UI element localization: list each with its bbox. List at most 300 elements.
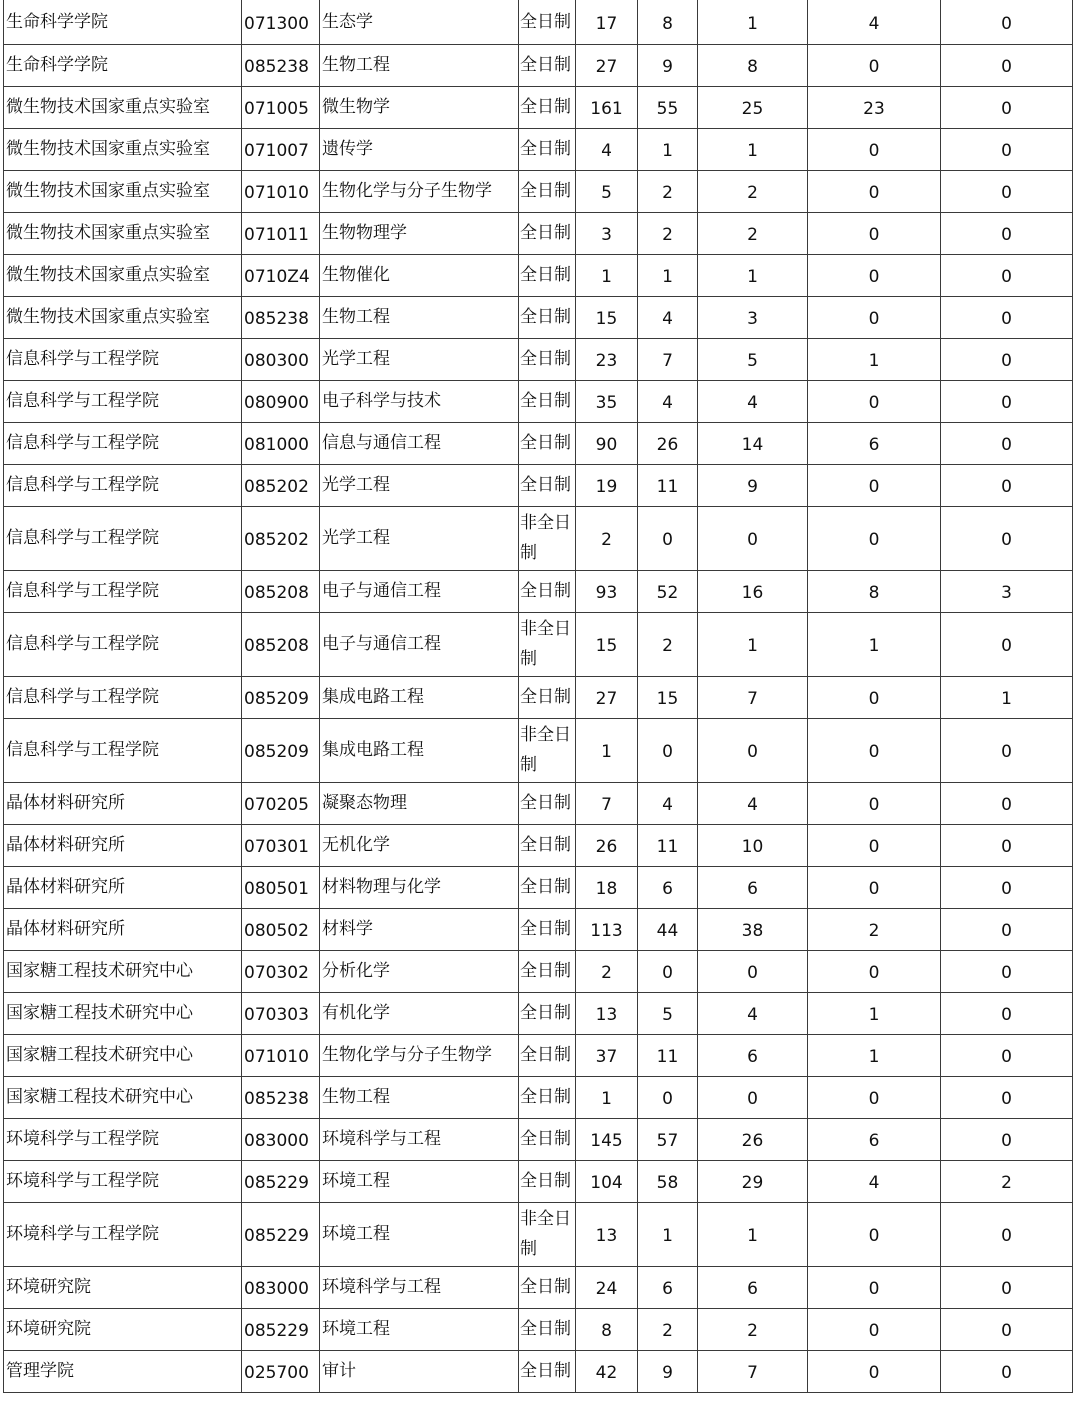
unit-cell: 晶体材料研究所 (4, 908, 242, 950)
study-mode-cell: 全日制 (519, 464, 576, 506)
unit-cell: 生命科学学院 (4, 0, 242, 44)
study-mode-cell: 全日制 (519, 782, 576, 824)
count-cell-1: 1 (576, 254, 638, 296)
unit-cell: 晶体材料研究所 (4, 866, 242, 908)
table-row (4, 1350, 1073, 1392)
code-cell: 071010 (242, 1034, 320, 1076)
count-cell-4: 0 (808, 170, 941, 212)
count-cell-5: 0 (941, 422, 1073, 464)
count-cell-4: 23 (808, 86, 941, 128)
count-cell-3: 0 (698, 718, 808, 782)
count-cell-3: 25 (698, 86, 808, 128)
count-cell-2: 15 (638, 676, 698, 718)
code-cell: 071007 (242, 128, 320, 170)
major-cell: 电子科学与技术 (320, 380, 519, 422)
count-cell-2: 9 (638, 1350, 698, 1392)
table-row (4, 1034, 1073, 1076)
count-cell-2: 1 (638, 254, 698, 296)
count-cell-2: 2 (638, 212, 698, 254)
code-cell: 085208 (242, 612, 320, 676)
major-cell: 微生物学 (320, 86, 519, 128)
code-cell: 085229 (242, 1308, 320, 1350)
count-cell-5: 0 (941, 44, 1073, 86)
study-mode-cell: 全日制 (519, 254, 576, 296)
unit-cell: 微生物技术国家重点实验室 (4, 296, 242, 338)
code-cell: 070302 (242, 950, 320, 992)
count-cell-1: 90 (576, 422, 638, 464)
count-cell-1: 7 (576, 782, 638, 824)
count-cell-5: 3 (941, 570, 1073, 612)
count-cell-2: 58 (638, 1160, 698, 1202)
count-cell-4: 0 (808, 866, 941, 908)
code-cell: 081000 (242, 422, 320, 464)
count-cell-2: 52 (638, 570, 698, 612)
major-cell: 生物工程 (320, 44, 519, 86)
count-cell-3: 1 (698, 128, 808, 170)
unit-cell: 信息科学与工程学院 (4, 612, 242, 676)
table-row (4, 612, 1073, 676)
count-cell-5: 0 (941, 212, 1073, 254)
count-cell-5: 0 (941, 464, 1073, 506)
count-cell-2: 57 (638, 1118, 698, 1160)
unit-cell: 环境研究院 (4, 1308, 242, 1350)
count-cell-3: 3 (698, 296, 808, 338)
study-mode-cell: 全日制 (519, 1160, 576, 1202)
table-row (4, 718, 1073, 782)
count-cell-1: 93 (576, 570, 638, 612)
major-cell: 遗传学 (320, 128, 519, 170)
count-cell-1: 13 (576, 1202, 638, 1266)
count-cell-3: 4 (698, 380, 808, 422)
major-cell: 光学工程 (320, 464, 519, 506)
unit-cell: 国家糖工程技术研究中心 (4, 1034, 242, 1076)
code-cell: 025700 (242, 1350, 320, 1392)
count-cell-3: 9 (698, 464, 808, 506)
count-cell-2: 11 (638, 824, 698, 866)
table-row (4, 464, 1073, 506)
table-row (4, 212, 1073, 254)
major-cell: 审计 (320, 1350, 519, 1392)
table-row (4, 1266, 1073, 1308)
major-cell: 生物工程 (320, 296, 519, 338)
major-cell: 环境工程 (320, 1160, 519, 1202)
table-row (4, 0, 1073, 44)
count-cell-4: 1 (808, 992, 941, 1034)
count-cell-2: 4 (638, 380, 698, 422)
unit-cell: 信息科学与工程学院 (4, 338, 242, 380)
count-cell-2: 4 (638, 782, 698, 824)
study-mode-cell: 全日制 (519, 296, 576, 338)
major-cell: 信息与通信工程 (320, 422, 519, 464)
major-cell: 生物工程 (320, 1076, 519, 1118)
study-mode-cell: 全日制 (519, 1076, 576, 1118)
table-row (4, 824, 1073, 866)
unit-cell: 信息科学与工程学院 (4, 464, 242, 506)
unit-cell: 国家糖工程技术研究中心 (4, 992, 242, 1034)
table-row (4, 866, 1073, 908)
code-cell: 085238 (242, 44, 320, 86)
unit-cell: 微生物技术国家重点实验室 (4, 86, 242, 128)
count-cell-5: 0 (941, 254, 1073, 296)
code-cell: 071300 (242, 0, 320, 44)
count-cell-2: 0 (638, 718, 698, 782)
major-cell: 生物物理学 (320, 212, 519, 254)
count-cell-4: 0 (808, 464, 941, 506)
count-cell-4: 0 (808, 1076, 941, 1118)
table-row (4, 296, 1073, 338)
count-cell-5: 0 (941, 338, 1073, 380)
major-cell: 集成电路工程 (320, 676, 519, 718)
count-cell-4: 6 (808, 1118, 941, 1160)
count-cell-3: 0 (698, 506, 808, 570)
study-mode-cell: 全日制 (519, 824, 576, 866)
unit-cell: 管理学院 (4, 1350, 242, 1392)
count-cell-1: 13 (576, 992, 638, 1034)
count-cell-2: 6 (638, 866, 698, 908)
major-cell: 环境科学与工程 (320, 1266, 519, 1308)
major-cell: 材料物理与化学 (320, 866, 519, 908)
count-cell-2: 6 (638, 1266, 698, 1308)
code-cell: 085209 (242, 676, 320, 718)
count-cell-5: 0 (941, 1034, 1073, 1076)
count-cell-4: 0 (808, 824, 941, 866)
count-cell-5: 0 (941, 1266, 1073, 1308)
count-cell-3: 1 (698, 1202, 808, 1266)
count-cell-1: 2 (576, 950, 638, 992)
count-cell-3: 38 (698, 908, 808, 950)
code-cell: 080501 (242, 866, 320, 908)
count-cell-2: 1 (638, 128, 698, 170)
major-cell: 电子与通信工程 (320, 570, 519, 612)
count-cell-1: 37 (576, 1034, 638, 1076)
table-body (4, 0, 1073, 1392)
count-cell-4: 2 (808, 908, 941, 950)
count-cell-5: 0 (941, 950, 1073, 992)
table-row (4, 1118, 1073, 1160)
count-cell-1: 1 (576, 718, 638, 782)
count-cell-2: 4 (638, 296, 698, 338)
count-cell-1: 15 (576, 612, 638, 676)
count-cell-1: 1 (576, 1076, 638, 1118)
major-cell: 有机化学 (320, 992, 519, 1034)
unit-cell: 信息科学与工程学院 (4, 380, 242, 422)
count-cell-4: 0 (808, 506, 941, 570)
count-cell-2: 11 (638, 464, 698, 506)
count-cell-1: 24 (576, 1266, 638, 1308)
count-cell-5: 0 (941, 128, 1073, 170)
count-cell-5: 0 (941, 1118, 1073, 1160)
code-cell: 085229 (242, 1160, 320, 1202)
count-cell-4: 0 (808, 718, 941, 782)
code-cell: 085238 (242, 296, 320, 338)
code-cell: 0710Z4 (242, 254, 320, 296)
count-cell-3: 1 (698, 612, 808, 676)
code-cell: 085209 (242, 718, 320, 782)
major-cell: 无机化学 (320, 824, 519, 866)
unit-cell: 微生物技术国家重点实验室 (4, 128, 242, 170)
count-cell-4: 0 (808, 380, 941, 422)
count-cell-5: 0 (941, 1202, 1073, 1266)
major-cell: 光学工程 (320, 338, 519, 380)
count-cell-2: 0 (638, 506, 698, 570)
study-mode-cell: 全日制 (519, 212, 576, 254)
study-mode-cell: 全日制 (519, 570, 576, 612)
count-cell-2: 1 (638, 1202, 698, 1266)
count-cell-4: 0 (808, 1350, 941, 1392)
count-cell-1: 104 (576, 1160, 638, 1202)
count-cell-2: 11 (638, 1034, 698, 1076)
unit-cell: 晶体材料研究所 (4, 782, 242, 824)
count-cell-1: 19 (576, 464, 638, 506)
unit-cell: 晶体材料研究所 (4, 824, 242, 866)
count-cell-5: 0 (941, 1350, 1073, 1392)
count-cell-2: 26 (638, 422, 698, 464)
count-cell-4: 4 (808, 1160, 941, 1202)
unit-cell: 环境科学与工程学院 (4, 1160, 242, 1202)
major-cell: 生态学 (320, 0, 519, 44)
count-cell-3: 1 (698, 254, 808, 296)
count-cell-4: 1 (808, 1034, 941, 1076)
count-cell-5: 0 (941, 380, 1073, 422)
table-row (4, 676, 1073, 718)
major-cell: 环境工程 (320, 1202, 519, 1266)
unit-cell: 信息科学与工程学院 (4, 718, 242, 782)
count-cell-1: 35 (576, 380, 638, 422)
count-cell-3: 29 (698, 1160, 808, 1202)
code-cell: 080300 (242, 338, 320, 380)
count-cell-5: 0 (941, 170, 1073, 212)
count-cell-2: 8 (638, 0, 698, 44)
study-mode-cell: 全日制 (519, 422, 576, 464)
study-mode-cell: 全日制 (519, 992, 576, 1034)
count-cell-5: 0 (941, 992, 1073, 1034)
count-cell-3: 16 (698, 570, 808, 612)
count-cell-5: 0 (941, 86, 1073, 128)
table-row (4, 506, 1073, 570)
major-cell: 生物化学与分子生物学 (320, 170, 519, 212)
study-mode-cell: 全日制 (519, 338, 576, 380)
count-cell-4: 0 (808, 296, 941, 338)
study-mode-cell: 全日制 (519, 1350, 576, 1392)
study-mode-cell: 非全日制 (519, 612, 576, 676)
study-mode-cell: 全日制 (519, 676, 576, 718)
count-cell-3: 7 (698, 1350, 808, 1392)
count-cell-3: 10 (698, 824, 808, 866)
count-cell-4: 0 (808, 676, 941, 718)
unit-cell: 环境研究院 (4, 1266, 242, 1308)
study-mode-cell: 全日制 (519, 170, 576, 212)
unit-cell: 信息科学与工程学院 (4, 506, 242, 570)
study-mode-cell: 非全日制 (519, 718, 576, 782)
table-row (4, 338, 1073, 380)
major-cell: 分析化学 (320, 950, 519, 992)
count-cell-2: 5 (638, 992, 698, 1034)
code-cell: 070205 (242, 782, 320, 824)
count-cell-4: 1 (808, 612, 941, 676)
count-cell-2: 44 (638, 908, 698, 950)
count-cell-2: 9 (638, 44, 698, 86)
count-cell-5: 0 (941, 782, 1073, 824)
count-cell-3: 2 (698, 212, 808, 254)
count-cell-4: 6 (808, 422, 941, 464)
unit-cell: 微生物技术国家重点实验室 (4, 170, 242, 212)
count-cell-5: 0 (941, 612, 1073, 676)
count-cell-3: 4 (698, 782, 808, 824)
count-cell-5: 1 (941, 676, 1073, 718)
code-cell: 085208 (242, 570, 320, 612)
study-mode-cell: 非全日制 (519, 506, 576, 570)
major-cell: 环境工程 (320, 1308, 519, 1350)
major-cell: 电子与通信工程 (320, 612, 519, 676)
table-row (4, 992, 1073, 1034)
code-cell: 080502 (242, 908, 320, 950)
code-cell: 083000 (242, 1266, 320, 1308)
count-cell-3: 0 (698, 950, 808, 992)
study-mode-cell: 全日制 (519, 380, 576, 422)
count-cell-2: 2 (638, 1308, 698, 1350)
count-cell-2: 2 (638, 612, 698, 676)
study-mode-cell: 非全日制 (519, 1202, 576, 1266)
unit-cell: 信息科学与工程学院 (4, 676, 242, 718)
table-row (4, 380, 1073, 422)
unit-cell: 信息科学与工程学院 (4, 422, 242, 464)
count-cell-1: 18 (576, 866, 638, 908)
table-row (4, 950, 1073, 992)
count-cell-3: 6 (698, 866, 808, 908)
major-cell: 光学工程 (320, 506, 519, 570)
unit-cell: 微生物技术国家重点实验室 (4, 254, 242, 296)
count-cell-5: 0 (941, 824, 1073, 866)
code-cell: 070301 (242, 824, 320, 866)
count-cell-3: 8 (698, 44, 808, 86)
code-cell: 085202 (242, 506, 320, 570)
study-mode-cell: 全日制 (519, 44, 576, 86)
count-cell-4: 0 (808, 1202, 941, 1266)
unit-cell: 信息科学与工程学院 (4, 570, 242, 612)
table-row (4, 1160, 1073, 1202)
count-cell-1: 5 (576, 170, 638, 212)
count-cell-5: 0 (941, 908, 1073, 950)
major-cell: 凝聚态物理 (320, 782, 519, 824)
count-cell-1: 2 (576, 506, 638, 570)
code-cell: 085238 (242, 1076, 320, 1118)
code-cell: 071011 (242, 212, 320, 254)
count-cell-4: 0 (808, 128, 941, 170)
study-mode-cell: 全日制 (519, 1308, 576, 1350)
count-cell-3: 6 (698, 1034, 808, 1076)
count-cell-5: 0 (941, 1308, 1073, 1350)
table-row (4, 1308, 1073, 1350)
count-cell-1: 3 (576, 212, 638, 254)
count-cell-5: 0 (941, 1076, 1073, 1118)
count-cell-3: 5 (698, 338, 808, 380)
major-cell: 材料学 (320, 908, 519, 950)
study-mode-cell: 全日制 (519, 866, 576, 908)
unit-cell: 国家糖工程技术研究中心 (4, 1076, 242, 1118)
count-cell-4: 8 (808, 570, 941, 612)
unit-cell: 生命科学学院 (4, 44, 242, 86)
table-row (4, 422, 1073, 464)
count-cell-1: 4 (576, 128, 638, 170)
count-cell-1: 27 (576, 44, 638, 86)
table-row (4, 44, 1073, 86)
code-cell: 071005 (242, 86, 320, 128)
count-cell-4: 0 (808, 254, 941, 296)
unit-cell: 微生物技术国家重点实验室 (4, 212, 242, 254)
major-cell: 环境科学与工程 (320, 1118, 519, 1160)
count-cell-4: 0 (808, 44, 941, 86)
count-cell-3: 4 (698, 992, 808, 1034)
count-cell-2: 2 (638, 170, 698, 212)
count-cell-4: 4 (808, 0, 941, 44)
count-cell-1: 145 (576, 1118, 638, 1160)
table-row (4, 1076, 1073, 1118)
count-cell-4: 1 (808, 338, 941, 380)
count-cell-3: 7 (698, 676, 808, 718)
study-mode-cell: 全日制 (519, 1034, 576, 1076)
count-cell-1: 17 (576, 0, 638, 44)
count-cell-1: 113 (576, 908, 638, 950)
major-cell: 生物催化 (320, 254, 519, 296)
count-cell-5: 0 (941, 506, 1073, 570)
enrollment-table (3, 0, 1073, 1393)
count-cell-2: 55 (638, 86, 698, 128)
table-row (4, 570, 1073, 612)
count-cell-4: 0 (808, 1308, 941, 1350)
count-cell-3: 14 (698, 422, 808, 464)
count-cell-3: 26 (698, 1118, 808, 1160)
count-cell-4: 0 (808, 950, 941, 992)
code-cell: 070303 (242, 992, 320, 1034)
count-cell-4: 0 (808, 1266, 941, 1308)
count-cell-3: 2 (698, 170, 808, 212)
table-row (4, 254, 1073, 296)
code-cell: 085229 (242, 1202, 320, 1266)
count-cell-3: 6 (698, 1266, 808, 1308)
count-cell-2: 0 (638, 950, 698, 992)
study-mode-cell: 全日制 (519, 1266, 576, 1308)
study-mode-cell: 全日制 (519, 908, 576, 950)
count-cell-3: 2 (698, 1308, 808, 1350)
study-mode-cell: 全日制 (519, 1118, 576, 1160)
count-cell-5: 2 (941, 1160, 1073, 1202)
count-cell-1: 26 (576, 824, 638, 866)
count-cell-5: 0 (941, 296, 1073, 338)
major-cell: 集成电路工程 (320, 718, 519, 782)
count-cell-1: 27 (576, 676, 638, 718)
code-cell: 071010 (242, 170, 320, 212)
code-cell: 083000 (242, 1118, 320, 1160)
table-row (4, 782, 1073, 824)
count-cell-1: 161 (576, 86, 638, 128)
count-cell-2: 0 (638, 1076, 698, 1118)
table-row (4, 170, 1073, 212)
study-mode-cell: 全日制 (519, 128, 576, 170)
code-cell: 085202 (242, 464, 320, 506)
unit-cell: 国家糖工程技术研究中心 (4, 950, 242, 992)
count-cell-1: 8 (576, 1308, 638, 1350)
unit-cell: 环境科学与工程学院 (4, 1202, 242, 1266)
table-row (4, 908, 1073, 950)
study-mode-cell: 全日制 (519, 0, 576, 44)
count-cell-1: 42 (576, 1350, 638, 1392)
major-cell: 生物化学与分子生物学 (320, 1034, 519, 1076)
count-cell-5: 0 (941, 866, 1073, 908)
table-row (4, 1202, 1073, 1266)
table-row (4, 128, 1073, 170)
count-cell-2: 7 (638, 338, 698, 380)
count-cell-5: 0 (941, 0, 1073, 44)
